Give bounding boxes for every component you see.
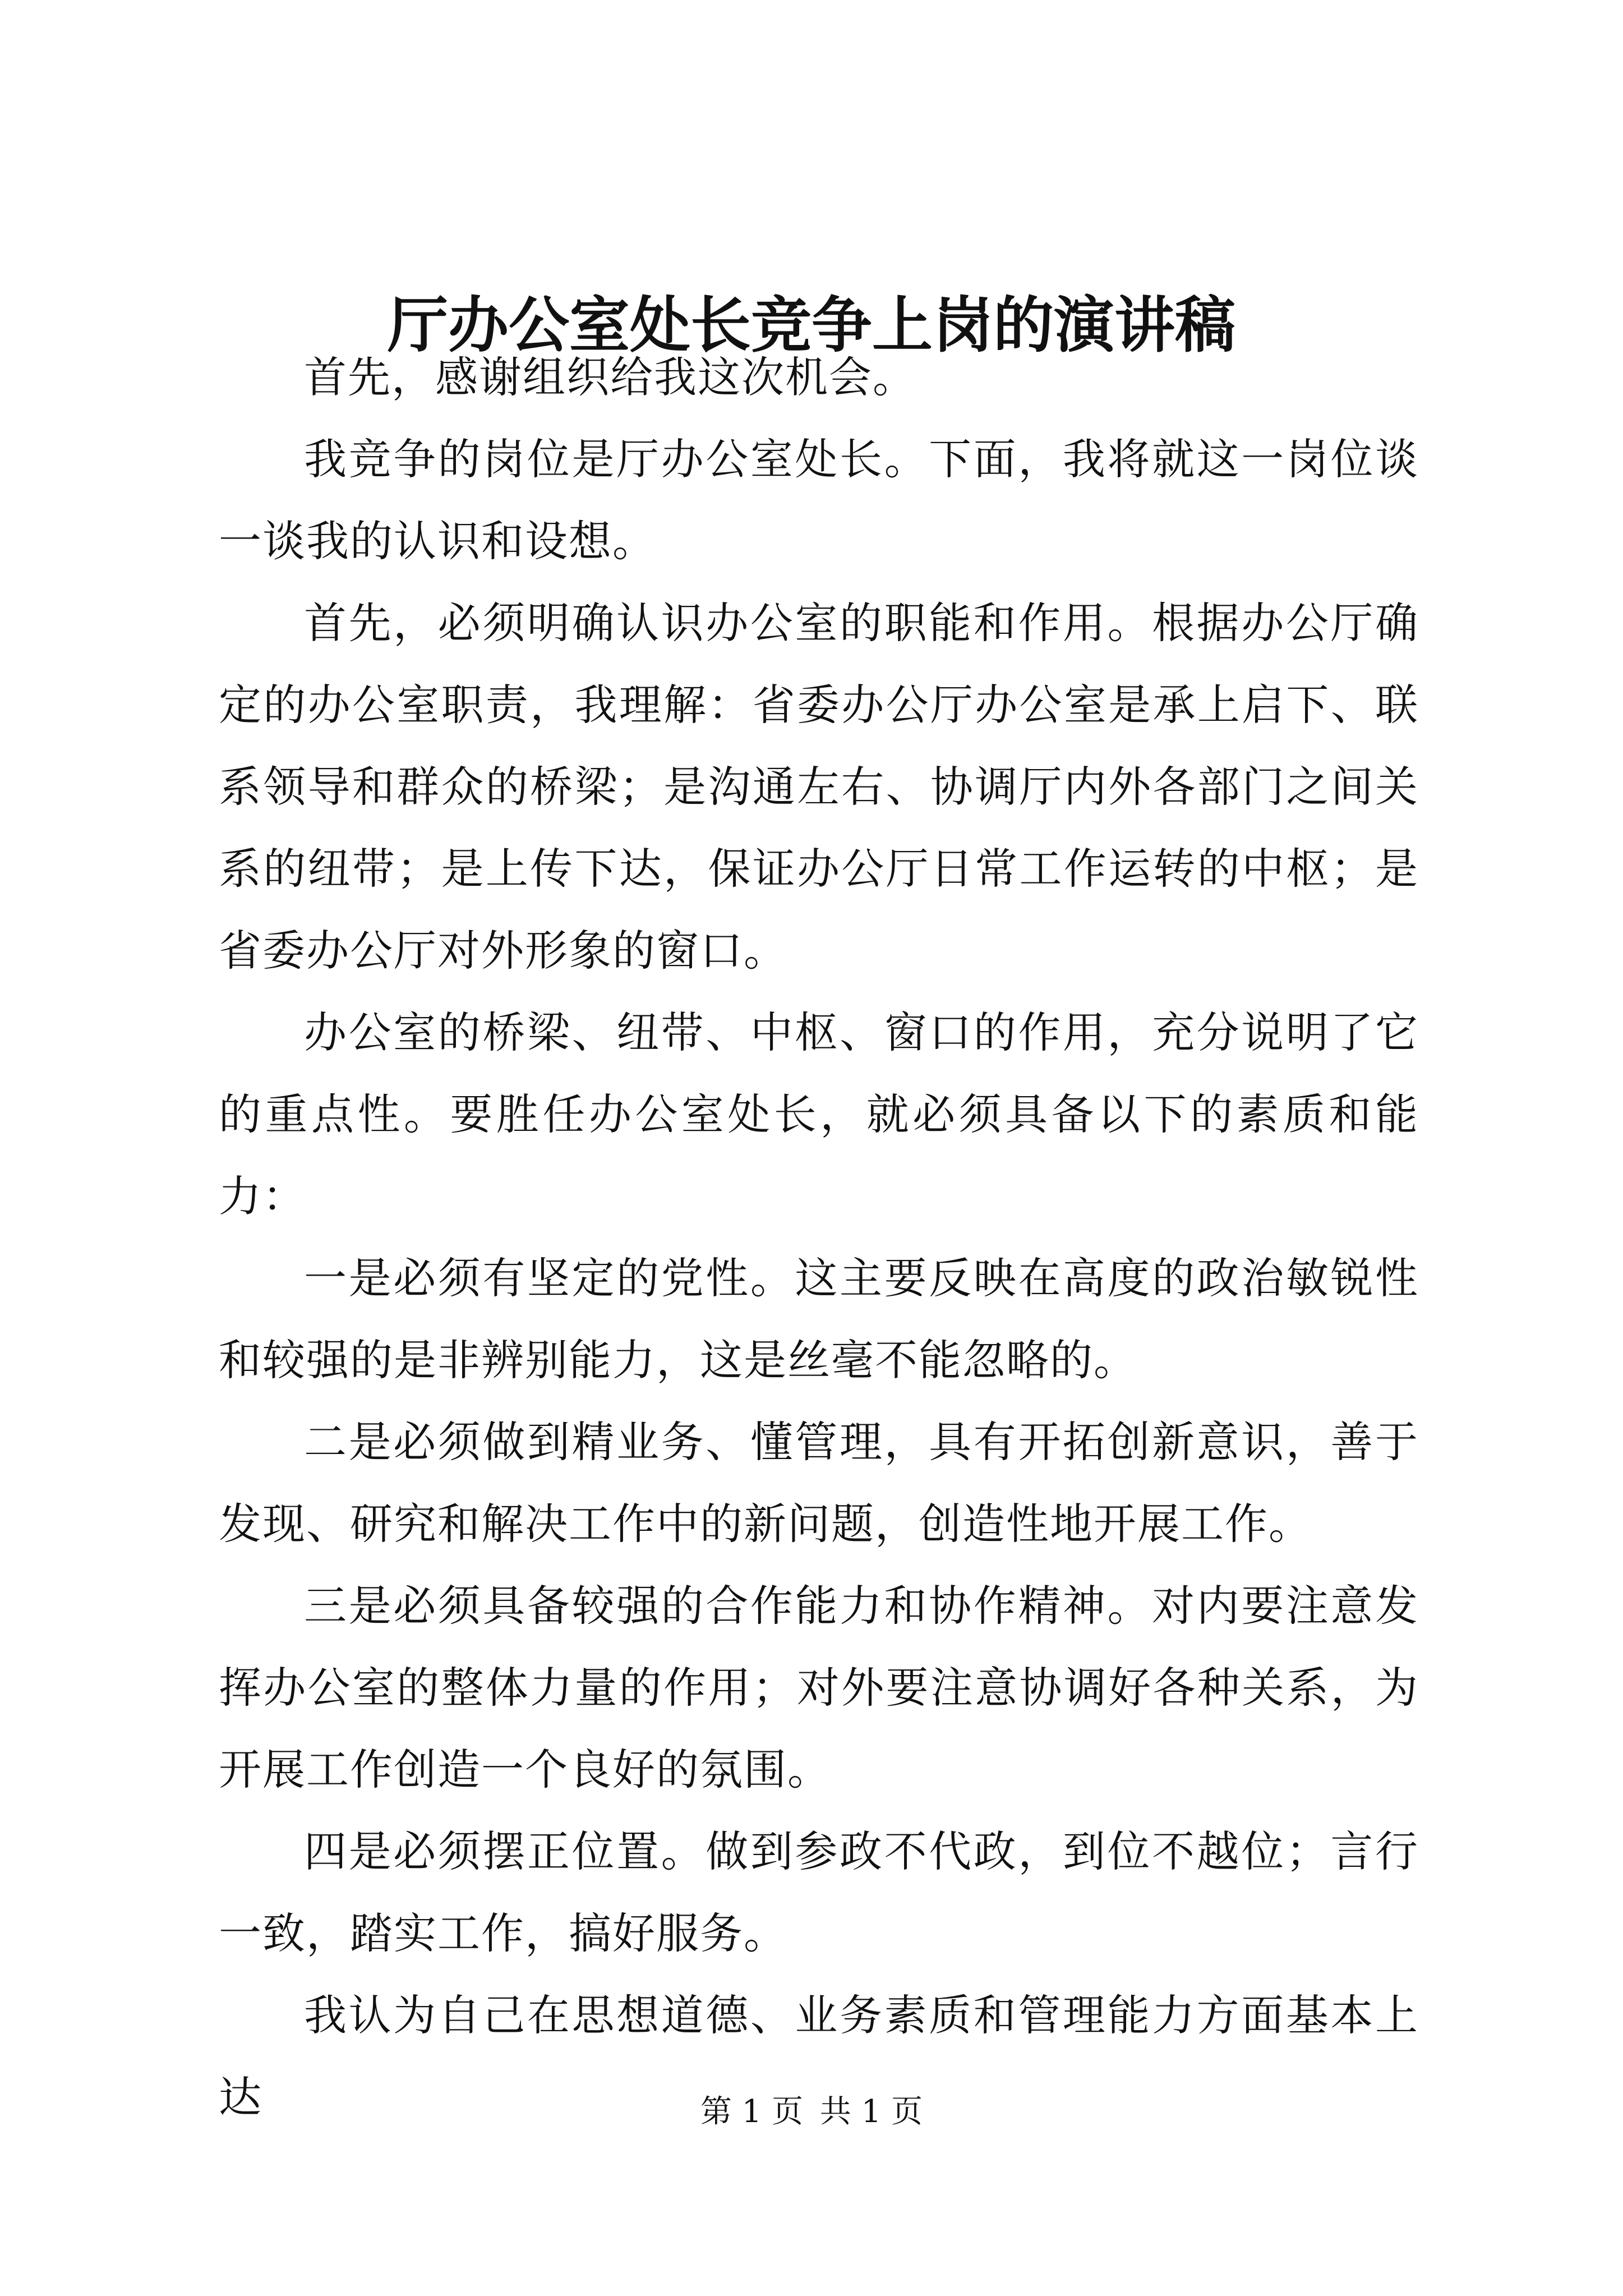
paragraph-8: 四是必须摆正位置。做到参政不代政，到位不越位；言行一致，踏实工作，搞好服务。 — [219, 1826, 1419, 1958]
paragraph-6: 二是必须做到精业务、懂管理，具有开拓创新意识，善于发现、研究和解决工作中的新问题，创造性地开展工作。 — [219, 1417, 1419, 1549]
page-total: 共 1 页 — [819, 2093, 923, 2130]
page-footer — [0, 2090, 1623, 2134]
paragraph-5: 一是必须有坚定的党性。这主要反映在高度的政治敏锐性和较强的是非辨别能力，这是丝毫不能忽略的。 — [219, 1253, 1419, 1385]
paragraph-1: 首先，感谢组织给我这次机会。 — [304, 352, 916, 402]
page-number: 第 1 页 — [700, 2093, 804, 2130]
document-body — [219, 337, 1419, 2138]
document-title: 厅办公室处长竞争上岗的演讲稿 — [387, 290, 1235, 361]
paragraph-7: 三是必须具备较强的合作能力和协作精神。对内要注意发挥办公室的整体力量的作用；对外要注意协调好各种关系，为开展工作创造一个良好的氛围。 — [219, 1581, 1419, 1795]
paragraph-4: 办公室的桥梁、纽带、中枢、窗口的作用，充分说明了它的重点性。要胜任办公室处长，就必须具备以下的素质和能力： — [219, 1007, 1419, 1221]
paragraph-9: 我认为自己在思想道德、业务素质和管理能力方面基本上达 — [219, 1990, 1419, 2122]
paragraph-3: 首先，必须明确认识办公室的职能和作用。根据办公厅确定的办公室职责，我理解：省委办公厅办公室是承上启下、联系领导和群众的桥梁；是沟通左右、协调厅内外各部门之间关系的纽带；是上传下达，保证办公厅日常工作运转的中枢；是省委办公厅对外形象的窗口。 — [219, 598, 1419, 976]
paragraph-2: 我竞争的岗位是厅办公室处长。下面，我将就这一岗位谈一谈我的认识和设想。 — [219, 434, 1419, 566]
